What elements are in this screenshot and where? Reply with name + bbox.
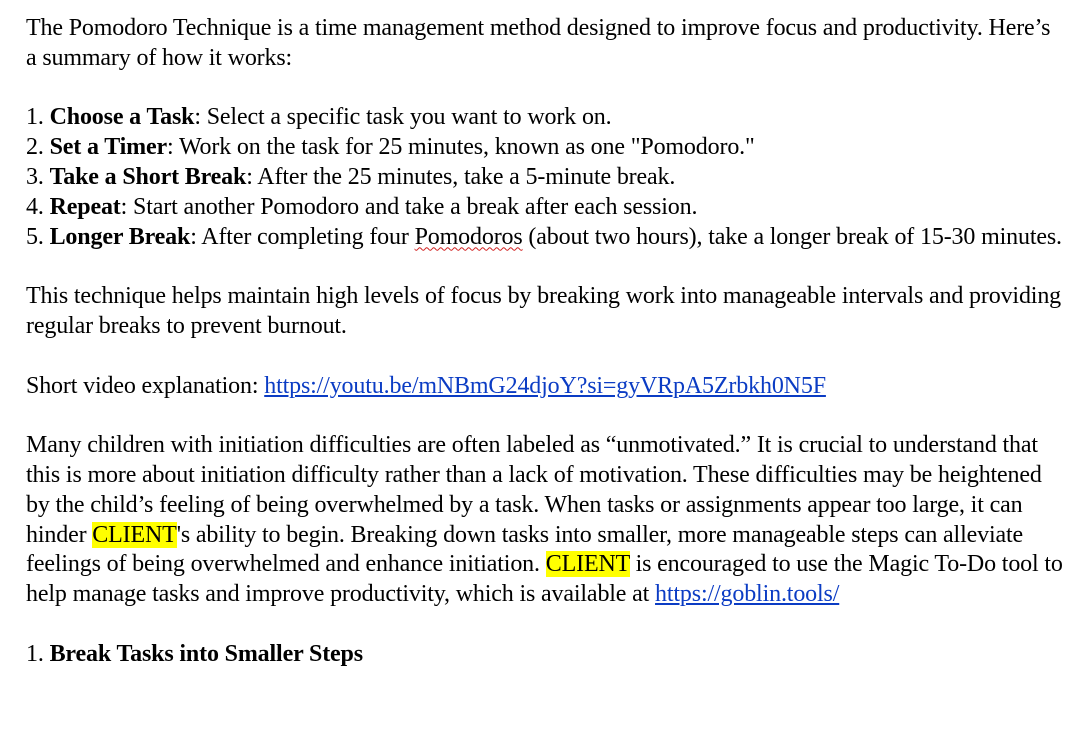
step-text: (about two hours), take a longer break of 15-30 minutes.	[522, 223, 1062, 250]
spellcheck-flagged-word[interactable]: Pomodoros	[414, 223, 523, 250]
step-colon: :	[167, 134, 174, 161]
client-highlight: CLIENT	[545, 551, 630, 578]
step-number: 2.	[26, 134, 44, 161]
step-text: After completing four	[196, 223, 415, 250]
list-item-step-4	[26, 193, 1066, 223]
initiation-text: 's ability to begin. Breaking down tasks into smaller, more manageable steps can alleviate feelings of being overwhelmed and enhance initiation.	[26, 521, 1023, 578]
list-item-step-5	[26, 223, 1066, 253]
step-title: Repeat	[49, 193, 121, 220]
step-title: Longer Break	[49, 223, 191, 250]
step-colon: :	[246, 163, 253, 190]
document-page	[26, 14, 1066, 699]
step-title: Choose a Task	[49, 104, 195, 131]
intro-paragraph: The Pomodoro Technique is a time management method designed to improve focus and productivity. Here’s a summary of how it works:	[26, 15, 1051, 71]
video-label: Short video explanation:	[26, 372, 265, 399]
step-text: Start another Pomodoro and take a break after each session.	[127, 193, 698, 220]
video-paragraph	[26, 372, 1066, 402]
initiation-text: is encouraged to use the Magic To-Do tool to help manage tasks and improve productivity, which is available at	[26, 551, 1063, 608]
step-text: After the 25 minutes, take a 5-minute break.	[252, 163, 676, 190]
step-colon: :	[120, 193, 128, 220]
list-item-step-2	[26, 133, 1066, 163]
client-highlight: CLIENT	[92, 521, 177, 548]
initiation-text: Many children with initiation difficulties are often labeled as “unmotivated.” It is crucial to understand that this is more about initiation difficulty rather than a lack of motivation. These difficulties may be heightened by the child’s feeling of being overwhelmed by a task. When tasks or assignments appear too large, it can hinder	[26, 432, 1042, 548]
step-text: Work on the task for 25 minutes, known as one "Pomodoro."	[173, 134, 755, 161]
step-title: Take a Short Break	[49, 163, 247, 190]
list-item-step-3	[26, 163, 1066, 193]
step-number: 1.	[26, 104, 44, 131]
list-item-step-1	[26, 103, 1066, 133]
summary-paragraph: This technique helps maintain high levels of focus by breaking work into manageable intervals and providing regular breaks to prevent burnout.	[26, 283, 1062, 339]
step-title: Set a Timer	[49, 134, 168, 161]
step-number: 3.	[26, 163, 44, 190]
initiation-paragraph	[26, 431, 1066, 610]
video-link[interactable]: https://youtu.be/mNBmG24djoY?si=gyVRpA5Zrbkh0N5F	[264, 372, 826, 399]
section-heading	[26, 640, 1066, 670]
section-number: 1.	[26, 640, 50, 667]
step-text: Select a specific task you want to work on.	[200, 104, 612, 131]
step-number: 4.	[26, 193, 44, 220]
step-number: 5.	[26, 223, 44, 250]
step-colon: :	[194, 104, 201, 131]
goblin-tools-link[interactable]: https://goblin.tools/	[655, 581, 840, 608]
step-colon: :	[190, 223, 197, 250]
section-title: Break Tasks into Smaller Steps	[49, 640, 363, 667]
pomodoro-steps-list	[26, 103, 1066, 252]
